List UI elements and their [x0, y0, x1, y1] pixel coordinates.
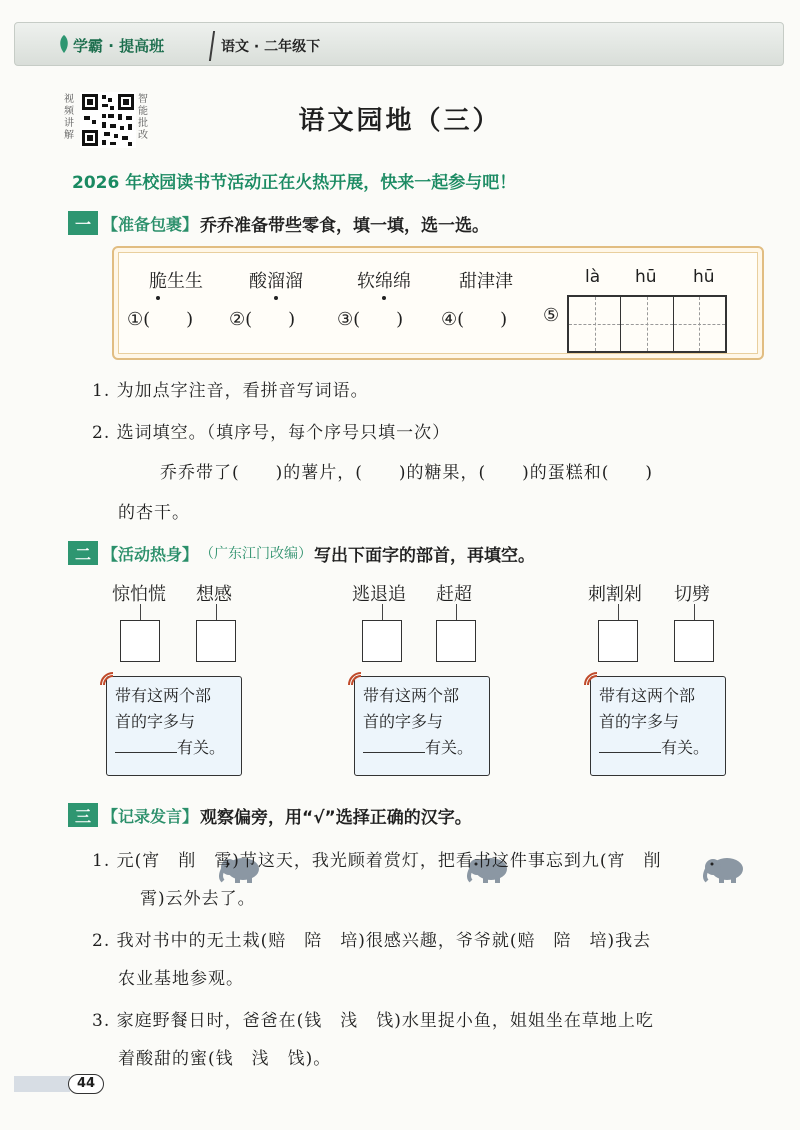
section-tag: 【准备包裹】 [102, 214, 199, 234]
radical-group [104, 580, 304, 780]
page-title: 语文园地（三） [298, 106, 502, 136]
intro-text: 2026 年校园读书节活动正在火热开展，快来一起参与吧！ [72, 173, 517, 193]
radical-group [588, 580, 788, 780]
writing-grid-number: ⑤ [543, 305, 560, 326]
word-item [357, 267, 411, 293]
pinyin-label: hū [635, 267, 657, 287]
elephant-icon [703, 853, 749, 883]
word-text: 脆生生 [149, 271, 203, 292]
hint-line-2: 首的字多与 [363, 712, 444, 731]
answer-blank[interactable] [115, 737, 177, 753]
qr-right-label: 智能批改 [138, 94, 148, 141]
radical-answer-box[interactable] [120, 620, 160, 662]
character-writing-grid[interactable] [567, 295, 727, 353]
hint-card [590, 676, 726, 776]
hint-card [354, 676, 490, 776]
choice-question-2-cont: 农业基地参观。 [118, 969, 244, 989]
question-2: 2. 选词填空。（填序号，每个序号只填一次） [92, 423, 451, 443]
word-box [112, 246, 764, 360]
radical-answer-box[interactable] [436, 620, 476, 662]
pinyin-answer-blank[interactable]: ④( ) [441, 309, 508, 330]
section-instruction: 乔乔准备带些零食，填一填，选一选。 [200, 215, 490, 236]
connector-line [694, 604, 695, 620]
question-2-sentence[interactable]: 乔乔带了( )的薯片，( )的糖果，( )的蛋糕和( ) [160, 463, 654, 483]
connector-line [456, 604, 457, 620]
section-number: 一 [68, 211, 98, 235]
grid-cell[interactable] [620, 297, 672, 351]
group-words-a: 刺割剁 [588, 584, 642, 605]
signal-icon [583, 671, 599, 687]
connector-line [382, 604, 383, 620]
connector-line [618, 604, 619, 620]
group-words-b: 赶超 [436, 584, 472, 605]
emphasis-dot [274, 296, 278, 300]
radical-answer-box[interactable] [362, 620, 402, 662]
section-tag: 【活动热身】 [102, 544, 199, 564]
grid-cell[interactable] [569, 297, 620, 351]
page-header [14, 22, 784, 66]
choice-question-3-cont[interactable]: 着酸甜的蜜(钱 浅 饯)。 [118, 1049, 332, 1069]
group-words-b: 切劈 [674, 584, 710, 605]
group-words-a: 逃退追 [352, 584, 406, 605]
group-words-b: 想感 [196, 584, 232, 605]
word-item [149, 267, 203, 293]
signal-icon [99, 671, 115, 687]
answer-blank[interactable] [599, 737, 661, 753]
hint-line-2: 首的字多与 [599, 712, 680, 731]
pinyin-answer-blank[interactable]: ③( ) [337, 309, 404, 330]
word-item [459, 267, 513, 293]
signal-icon [347, 671, 363, 687]
section-number: 三 [68, 803, 98, 827]
footer-bar [14, 1076, 70, 1092]
section-number: 二 [68, 541, 98, 565]
connector-line [140, 604, 141, 620]
hint-card [106, 676, 242, 776]
question-1: 1. 为加点字注音，看拼音写词语。 [92, 381, 369, 401]
grid-cell[interactable] [673, 297, 725, 351]
word-text: 酸溜溜 [249, 271, 303, 292]
header-brand: 学霸 · 提高班 [73, 37, 165, 55]
choice-question-1[interactable]: 1. 元(宵 削 霄)节这天，我光顾着赏灯，把看书这件事忘到九(宵 削 [92, 851, 662, 871]
choice-question-1-cont[interactable]: 霄)云外去了。 [140, 889, 256, 909]
hint-line-3: 有关。 [661, 738, 710, 757]
header-subject: 语文 · 二年级下 [221, 39, 321, 55]
header-divider [209, 31, 215, 61]
pinyin-label: hū [693, 267, 715, 287]
choice-question-3[interactable]: 3. 家庭野餐日时，爸爸在(钱 浅 饯)水里捉小鱼，姐姐坐在草地上吃 [92, 1011, 654, 1031]
group-words-a: 惊怕慌 [112, 584, 166, 605]
section-source: （广东江门改编） [200, 546, 313, 562]
section-2-heading [68, 540, 535, 566]
word-box-inner [118, 252, 758, 354]
hint-line-1: 带有这两个部 [363, 686, 460, 705]
hint-line-1: 带有这两个部 [115, 686, 212, 705]
qr-left-label: 视频讲解 [64, 94, 74, 141]
word-text: 甜津津 [459, 271, 513, 292]
pinyin-label: là [585, 267, 601, 287]
radical-answer-box[interactable] [598, 620, 638, 662]
section-instruction: 观察偏旁，用“√”选择正确的汉字。 [200, 807, 472, 828]
hint-line-3: 有关。 [177, 738, 226, 757]
answer-blank[interactable] [363, 737, 425, 753]
question-2-sentence-end: 的杏干。 [118, 503, 190, 523]
section-3-heading [68, 802, 472, 828]
section-1-heading [68, 210, 489, 236]
page-number: 44 [68, 1074, 104, 1094]
hint-line-1: 带有这两个部 [599, 686, 696, 705]
radical-answer-box[interactable] [674, 620, 714, 662]
hint-line-2: 首的字多与 [115, 712, 196, 731]
pinyin-answer-blank[interactable]: ①( ) [127, 309, 194, 330]
section-tag: 【记录发言】 [102, 806, 199, 826]
brand-leaf-icon [57, 33, 71, 55]
connector-line [216, 604, 217, 620]
emphasis-dot [382, 296, 386, 300]
section-instruction: 写出下面字的部首，再填空。 [314, 545, 536, 566]
word-item [249, 267, 303, 293]
hint-line-3: 有关。 [425, 738, 474, 757]
word-text: 软绵绵 [357, 271, 411, 292]
radical-answer-box[interactable] [196, 620, 236, 662]
choice-question-2[interactable]: 2. 我对书中的无土栽(赔 陪 培)很感兴趣，爷爷就(赔 陪 培)我去 [92, 931, 652, 951]
radical-group [352, 580, 552, 780]
pinyin-answer-blank[interactable]: ②( ) [229, 309, 296, 330]
emphasis-dot [156, 296, 160, 300]
